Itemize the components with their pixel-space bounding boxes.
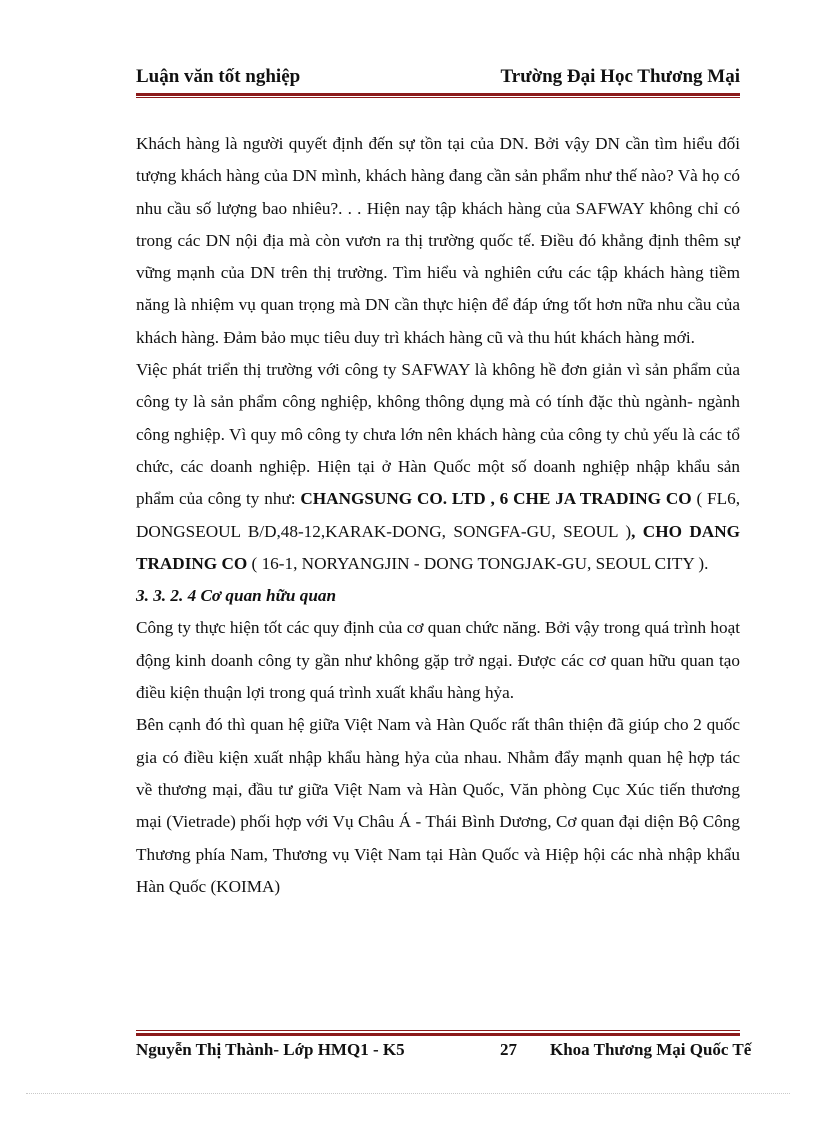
company-address-cheja: ( FL6, DONGSEOUL B/D,48-12,KARAK-DONG, SONGFA-GU, SEOUL ) [136, 489, 741, 541]
page-break-dotted-line [26, 1093, 790, 1094]
company-name-chodang: , CHO DANG TRADING CO [136, 521, 740, 573]
header-university-name: Trường Đại Học Thương Mại [500, 66, 740, 87]
footer-author: Nguyễn Thị Thành- Lớp HMQ1 - K5 [136, 1040, 405, 1059]
header-thesis-title: Luận văn tốt nghiệp [136, 66, 301, 87]
header-rule-thick [136, 93, 740, 96]
page-footer [136, 1040, 786, 1062]
page-body [136, 128, 740, 903]
header-rule-thin [136, 97, 740, 98]
paragraph-customers: Khách hàng là người quyết định đến sự tồn tại của DN. Bởi vậy DN cần tìm hiểu đối tượng khách hàng của DN mình, khách hàng đang cần sản phẩm như thế nào? Và họ có nhu cầu số lượng bao nhiêu?. . . Hiện nay tập khách hàng của SAFWAY không chỉ có trong các DN nội địa mà còn vươn ra thị trường quốc tế. Điều đó khẳng định thêm sự vững mạnh của DN trên thị trường. Tìm hiểu và nghiên cứu các tập khách hàng tiềm năng là nhiệm vụ quan trọng mà DN cần thực hiện để đáp ứng tốt hơn nữa nhu cầu của khách hàng. Đảm bảo mục tiêu duy trì khách hàng cũ và thu hút khách hàng mới. [136, 134, 740, 347]
paragraph-authorities: Công ty thực hiện tốt các quy định của cơ quan chức năng. Bởi vậy trong quá trình hoạt động kinh doanh công ty gần như không gặp trở ngại. Được các cơ quan hữu quan tạo điều kiện thuận lợi trong quá trình xuất khẩu hàng hỷa. [136, 618, 740, 703]
footer-department: Khoa Thương Mại Quốc Tế [550, 1040, 752, 1059]
company-name-changsung: CHANGSUNG CO. LTD , 6 CHE JA TRADING CO [300, 489, 692, 509]
page-header [136, 66, 740, 90]
paragraph-market-development [136, 354, 740, 580]
paragraph-vietnam-korea-relations: Bên cạnh đó thì quan hệ giữa Việt Nam và Hàn Quốc rất thân thiện đã giúp cho 2 quốc gia có điều kiện xuất nhập khẩu hàng hỷa của nhau. Nhằm đẩy mạnh quan hệ hợp tác về thương mại, đầu tư giữa Việt Nam và Hàn Quốc, Văn phòng Cục Xúc tiến thương mại (Vietrade) phối hợp với Vụ Châu Á - Thái Bình Dương, Cơ quan đại diện Bộ Công Thương phía Nam, Thương vụ Việt Nam tại Hàn Quốc và Hiệp hội các nhà nhập khẩu Hàn Quốc (KOIMA) [136, 715, 740, 896]
company-address-chodang: ( 16-1, NORYANGJIN - DONG TONGJAK-GU, SEOUL CITY ). [247, 553, 709, 573]
footer-page-number: 27 [500, 1040, 517, 1059]
section-heading: 3. 3. 2. 4 Cơ quan hữu quan [136, 586, 337, 606]
market-development-intro: Việc phát triển thị trường với công ty SAFWAY là không hề đơn giản vì sản phẩm của công ty là sản phẩm công nghiệp, không thông dụng mà có tính đặc thù ngành- ngành công nghiệp. Vì quy mô công ty chưa lớn nên khách hàng của công ty chủ yếu là các tổ chức, các doanh nghiệp. Hiện tại ở Hàn Quốc một số doanh nghiệp nhập khẩu sản phẩm của công ty như: [136, 360, 740, 509]
footer-rule-thick [136, 1033, 740, 1036]
footer-rule-thin [136, 1030, 740, 1031]
